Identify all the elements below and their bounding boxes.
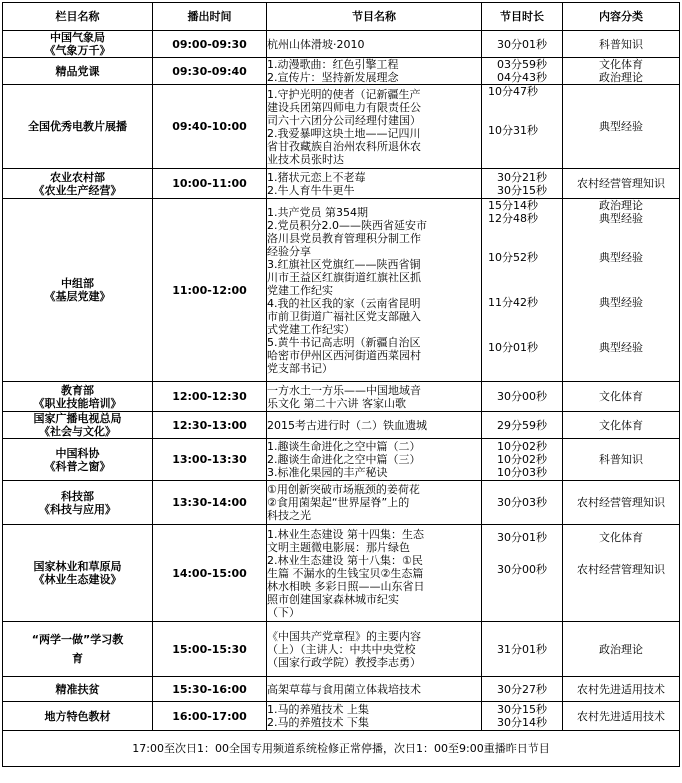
category-value: 科普知识 [599,453,643,466]
duration [482,525,563,622]
footer-row [3,731,680,767]
category-value: 农村经营管理知识 [577,177,665,190]
program-line: 照市创建国家森林城市纪实 [267,592,399,606]
column-name [3,412,153,439]
duration-value: 31分01秒 [497,642,547,656]
table-row [3,169,680,199]
column-name-line: 教育部 [61,383,94,397]
table-row [3,85,680,169]
header-row [3,3,680,31]
duration-value: 03分59秒 [497,58,547,71]
table-row [3,412,680,439]
program-line: （国家行政学院）教授李志勇） [267,655,421,669]
table-row [3,439,680,481]
program-line: 司六十六团分公司经理付建国） [267,113,421,127]
broadcast-time: 11:00-12:00 [153,199,267,382]
broadcast-time: 13:00-13:30 [153,439,267,481]
program-name [267,199,482,382]
program-name [267,58,482,85]
duration [482,622,563,677]
header-column-name: 栏目名称 [3,3,153,31]
program-line: 哈密市伊州区西河街道西菜园村 [267,348,421,362]
category [563,702,680,731]
category-value: 政治理论 [599,642,643,656]
duration-value: 15分14秒 [488,199,538,212]
category [563,199,680,382]
column-name-line: “两学一做”学习教 [31,633,124,646]
duration [482,85,563,169]
duration-value: 30分03秒 [497,496,547,509]
column-name [3,481,153,525]
duration [482,58,563,85]
program-line: 2.林业生态建设 第十八集：①民 [267,553,423,567]
column-name-line: 中国科协 [55,446,100,460]
duration-value: 30分15秒 [497,183,547,197]
column-name-line: 中组部 [61,277,94,290]
broadcast-time: 10:00-11:00 [153,169,267,199]
column-name [3,31,153,58]
column-name-line: 《科普之窗》 [44,459,111,473]
column-name-line: 《科技与应用》 [39,502,116,516]
column-name-line: 《气象万千》 [44,44,111,57]
duration-value: 29分59秒 [497,418,547,432]
category [563,382,680,412]
category-value: 政治理论 [599,199,643,212]
category [563,412,680,439]
table-row [3,199,680,382]
duration-value: 10分47秒 [488,85,538,98]
program-name [267,31,482,58]
duration [482,382,563,412]
broadcast-time: 12:30-13:00 [153,412,267,439]
category-value: 文化体育 [599,418,643,432]
duration-value: 30分14秒 [497,716,547,729]
program-line: 1.守护光明的使者（记新疆生产 [267,87,421,101]
category [563,58,680,85]
program-name [267,439,482,481]
broadcast-time: 12:00-12:30 [153,382,267,412]
column-name [3,199,153,382]
broadcast-time: 15:30-16:00 [153,677,267,702]
column-name [3,382,153,412]
program-line: 3.标准化果园的丰产秘诀 [267,466,388,479]
program-name [267,85,482,169]
column-name [3,525,153,622]
category [563,481,680,525]
category [563,439,680,481]
program-line: （下） [267,605,300,619]
program-line: 1.林业生态建设 第十四集：生态 [267,527,424,541]
table-row [3,525,680,622]
program-line: 党建工作纪实 [267,283,333,297]
program-line: 业技术员张时达 [267,152,344,166]
program-line: 2.党员积分2.0——陕西省延安市 [267,218,427,232]
column-name [3,169,153,199]
header-category: 内容分类 [563,3,680,31]
column-name-line: 《农业生产经营》 [33,183,122,197]
column-name-line: 全国优秀电教片展播 [28,120,127,133]
column-name-line: 农业农村部 [50,170,105,184]
column-name [3,702,153,731]
duration-value: 30分01秒 [497,37,547,51]
column-name-line: 精准扶贫 [55,682,100,696]
program-name [267,412,482,439]
broadcast-time: 14:00-15:00 [153,525,267,622]
program-line: 2.我爱暴呷这块土地——记四川 [267,126,421,140]
category-value: 文化体育 [599,58,643,71]
duration [482,702,563,731]
program-name [267,481,482,525]
program-line: 杭州山体滑坡·2010 [267,37,365,51]
program-line: 5.黄牛书记高志明（新疆自治区 [267,335,421,349]
program-line: 文明主题微电影展：那片绿色 [267,540,410,554]
duration [482,199,563,382]
column-name [3,622,153,677]
schedule-table [2,2,680,767]
duration-value: 30分01秒 [497,531,547,544]
category-value: 文化体育 [599,531,643,544]
duration-value: 12分48秒 [488,212,538,225]
column-name-line: 地方特色教材 [44,709,111,723]
category-value: 典型经验 [599,341,643,354]
duration-value: 10分01秒 [488,341,538,354]
program-line: ①用创新突破市场瓶颈的姜荷花 [267,483,420,496]
duration [482,481,563,525]
broadcast-time: 09:00-09:30 [153,31,267,58]
program-line: （上）（主讲人：中共中央党校 [267,642,416,656]
program-line: 2.马的养殖技术 下集 [267,716,369,729]
column-name [3,439,153,481]
duration-value: 10分03秒 [497,466,547,479]
program-line: 1.猪状元恋上不老莓 [267,170,366,184]
program-line: 市前卫街道广福社区党支部融入 [267,309,421,323]
column-name-line: 国家广播电视总局 [33,412,122,425]
program-line: 3.红旗社区党旗红——陕西省铜 [267,257,421,271]
program-line: 洛川县党员教育管理积分制工作 [267,231,421,245]
duration [482,31,563,58]
category-value: 农村先进适用技术 [577,709,665,723]
duration-value: 04分43秒 [497,71,547,84]
duration [482,677,563,702]
category-value: 典型经验 [599,251,643,264]
program-line: 省甘孜藏族自治州农科所退休农 [267,139,421,153]
broadcast-time: 09:40-10:00 [153,85,267,169]
program-line: 1.动漫歌曲：红色引擎工程 [267,58,399,71]
duration-value: 11分42秒 [488,296,538,309]
table-row [3,481,680,525]
category-value: 文化体育 [599,390,643,403]
program-line: 川市王益区红旗街道红旗社区抓 [267,270,421,284]
category [563,525,680,622]
program-line: 建设兵团第四师电力有限责任公 [267,100,421,114]
program-line: 2015考古进行时（二）铁血遗城 [267,418,427,432]
category-value: 典型经验 [599,296,643,309]
duration-value: 10分02秒 [497,440,547,453]
program-line: 乐文化 第二十六讲 客家山歌 [267,396,406,410]
duration-value: 30分15秒 [497,703,547,716]
category-value: 科普知识 [599,37,643,51]
program-line: 1.共产党员 第354期 [267,205,368,219]
footer-note: 17:00至次日1：00全国专用频道系统检修正常停播，次日1：00至9:00重播昨日节目 [3,731,680,767]
duration [482,412,563,439]
program-line: 高架草莓与食用菌立体栽培技术 [267,682,421,696]
program-line: 1.马的养殖技术 上集 [267,703,369,716]
category-value: 农村经营管理知识 [577,496,665,509]
table-row [3,58,680,85]
program-line: 2.宣传片：坚持新发展理念 [267,71,399,84]
column-name [3,677,153,702]
program-name [267,677,482,702]
category-value: 典型经验 [599,212,643,225]
duration-value: 30分00秒 [497,563,547,576]
header-broadcast-time: 播出时间 [153,3,267,31]
program-line: 2.牛人育牛牛更牛 [267,183,355,197]
category-value: 典型经验 [599,120,643,133]
program-name [267,622,482,677]
column-name-line: 《职业技能培训》 [33,396,122,410]
column-name-line: 《社会与文化》 [39,425,116,438]
program-line: 党支部书记） [267,361,333,375]
broadcast-time: 16:00-17:00 [153,702,267,731]
program-line: 生篇 不漏水的生钱宝贝②生态篇 [267,566,424,580]
category-value: 政治理论 [599,71,643,84]
program-name [267,169,482,199]
duration [482,439,563,481]
table-row [3,702,680,731]
duration [482,169,563,199]
broadcast-time: 09:30-09:40 [153,58,267,85]
category-value: 农村先进适用技术 [577,682,665,696]
duration-value: 30分27秒 [497,682,547,696]
program-line: 2.趣谈生命进化之空中篇（三） [267,453,421,466]
category [563,85,680,169]
duration-value: 10分02秒 [497,453,547,466]
program-line: 《中国共产党章程》的主要内容 [267,629,421,643]
program-name [267,525,482,622]
program-name [267,382,482,412]
column-name-line: 《林业生态建设》 [33,573,122,586]
program-line: 1.趣谈生命进化之空中篇（二） [267,440,421,453]
column-name-line: 科技部 [61,489,94,503]
column-name-line: 育 [72,652,83,665]
category-value: 农村经营管理知识 [577,563,665,576]
category [563,169,680,199]
program-line: ②食用菌架起“世界屋脊”上的 [267,496,410,509]
program-name [267,702,482,731]
duration-value: 30分00秒 [497,390,547,403]
category [563,31,680,58]
broadcast-time: 15:00-15:30 [153,622,267,677]
program-line: 科技之光 [267,509,311,522]
table-row [3,677,680,702]
program-line: 林水相映 多彩日照——山东省日 [267,579,425,593]
program-line: 一方水土一方乐——中国地域音 [267,383,421,397]
category [563,677,680,702]
duration-value: 10分52秒 [488,251,538,264]
program-line: 经验分享 [267,244,311,258]
program-line: 式党建工作纪实） [267,322,355,336]
table-row [3,31,680,58]
program-line: 4.我的社区我的家（云南省昆明 [267,296,421,310]
header-program-name: 节目名称 [267,3,482,31]
column-name-line: 国家林业和草原局 [33,560,122,573]
table-row [3,382,680,412]
column-name [3,58,153,85]
duration-value: 10分31秒 [488,124,538,137]
column-name-line: 中国气象局 [50,31,105,44]
duration-value: 30分21秒 [497,170,547,184]
table-row [3,622,680,677]
column-name-line: 精品党课 [55,64,100,78]
broadcast-time: 13:30-14:00 [153,481,267,525]
column-name [3,85,153,169]
category [563,622,680,677]
header-duration: 节目时长 [482,3,563,31]
column-name-line: 《基层党建》 [44,290,111,303]
